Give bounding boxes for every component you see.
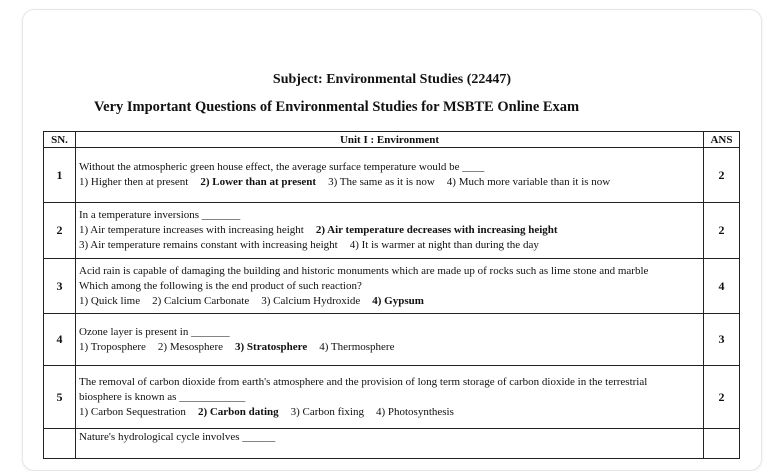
option: 4) Photosynthesis: [375, 405, 454, 418]
option: 2) Calcium Carbonate: [152, 294, 250, 307]
header-ans: ANS: [704, 132, 740, 148]
options-line: [79, 340, 700, 355]
table-row: [44, 259, 740, 314]
questions-table: [43, 131, 740, 459]
option: 2) Mesosphere: [157, 340, 223, 353]
option: 4) It is warmer at night than during the day: [349, 239, 539, 251]
option: 3) Calcium Hydroxide: [261, 294, 361, 307]
question-text: Without the atmospheric green house effect, the average surface temperature would be ____: [79, 161, 485, 173]
question-text: Which among the following is the end product of such reaction?: [79, 279, 362, 292]
table-row: [44, 429, 740, 459]
option: 3) Carbon fixing: [290, 405, 364, 418]
header-sn: SN.: [44, 132, 76, 148]
table-header-row: [44, 132, 740, 148]
row-number: [44, 429, 76, 459]
question-text: biosphere is known as ____________: [79, 390, 246, 403]
page-heading: Very Important Questions of Environmental Studies for MSBTE Online Exam: [94, 99, 580, 115]
option: 1) Quick lime: [79, 294, 141, 307]
answer-cell: 2: [704, 203, 740, 259]
correct-option: 2) Lower than at present: [200, 176, 317, 188]
options-line: [79, 294, 700, 309]
answer-cell: 4: [704, 259, 740, 314]
row-number: 4: [44, 314, 76, 366]
question-cell: [76, 203, 704, 259]
question-text: Ozone layer is present in _______: [79, 325, 230, 338]
correct-option: 4) Gypsum: [372, 294, 424, 307]
question-text: Acid rain is capable of damaging the building and historic monuments which are made up of rocks such as lime stone and marble: [79, 264, 649, 277]
question-cell: [76, 259, 704, 314]
option: 3) The same as it is now: [328, 176, 435, 188]
question-text: In a temperature inversions _______: [79, 209, 241, 221]
answer-cell: [704, 429, 740, 459]
row-number: 2: [44, 203, 76, 259]
row-number: 1: [44, 148, 76, 203]
question-cell: [76, 314, 704, 366]
options-line: [79, 175, 700, 190]
correct-option: 2) Carbon dating: [197, 405, 279, 418]
option: 4) Much more variable than it is now: [446, 176, 611, 188]
option: 1) Air temperature increases with increasing height: [79, 224, 304, 236]
option: 1) Troposphere: [79, 340, 146, 353]
options-line: [79, 238, 700, 253]
row-number: 3: [44, 259, 76, 314]
question-cell: [76, 429, 704, 459]
answer-cell: 2: [704, 366, 740, 429]
options-line: [79, 405, 700, 420]
header-unit: Unit I : Environment: [76, 132, 704, 148]
answer-cell: 3: [704, 314, 740, 366]
option: 1) Higher then at present: [79, 176, 189, 188]
subject-title: Subject: Environmental Studies (22447): [272, 72, 512, 87]
options-line: [79, 223, 700, 238]
option: 4) Thermosphere: [319, 340, 395, 353]
table-row: [44, 148, 740, 203]
correct-option: 3) Stratosphere: [235, 340, 308, 353]
question-cell: [76, 366, 704, 429]
question-text: Nature's hydrological cycle involves ______: [79, 431, 276, 443]
answer-cell: 2: [704, 148, 740, 203]
row-number: 5: [44, 366, 76, 429]
correct-option: 2) Air temperature decreases with increasing height: [315, 224, 558, 236]
question-cell: [76, 148, 704, 203]
table-row: [44, 366, 740, 429]
question-text: The removal of carbon dioxide from earth's atmosphere and the provision of long term storage of carbon dioxide in the terrestrial: [79, 375, 648, 388]
option: 1) Carbon Sequestration: [79, 405, 186, 418]
option: 3) Air temperature remains constant with increasing height: [79, 239, 338, 251]
table-row: [44, 314, 740, 366]
table-row: [44, 203, 740, 259]
